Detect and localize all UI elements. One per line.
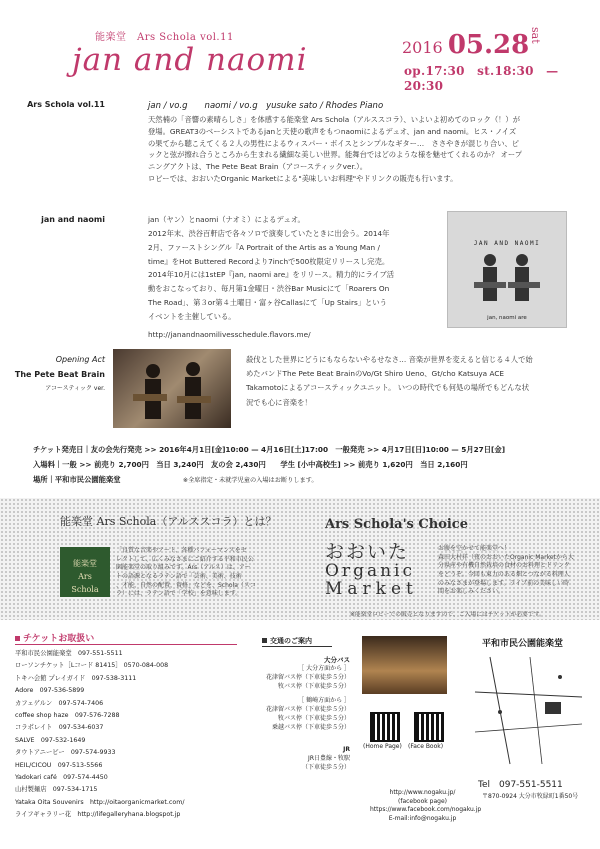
artist-line: 2012年末、渋谷百軒店で各々ソロで演奏していたときに出会う。2014年	[148, 228, 390, 238]
noh-stage-photo	[362, 636, 447, 694]
bus-stop: 花津留バス停（下車徒歩５分）	[265, 674, 350, 682]
artist-url[interactable]: http://janandnaomilivesschedule.flavors.me/	[148, 329, 311, 339]
opening-line: Takamotoによるアコースティックユニット。 いつの時代でも何処の場所でもどんな状	[246, 383, 530, 393]
outlet-item: トキハ会館 プレイガイド 097-538-3111	[15, 674, 137, 682]
choice-line: 分県産や有機自然栽培の食材のお料理とドリンク	[438, 562, 570, 570]
desc-line: ックと弦が擦れ合うところから生まれる繊細な美しい世界。能舞台ではどのような様を魅せてくれるのか？ オープ	[148, 150, 523, 160]
admission-prices: 入場料｜一般 >> 前売り 2,700円 当日 3,240円 友の会 2,430円 学生 [小中高校生] >> 前売り 1,620円 当日 2,160円	[33, 460, 468, 469]
outlet-item: SALVE 097-532-1649	[15, 736, 86, 744]
event-month-day: 05.28	[447, 30, 530, 60]
choice-line: 森田大村祥（夜のおおいたOrganic Marketから大	[438, 553, 574, 561]
event-credits: jan / vo.g naomi / vo.g yusuke sato / Rhodes Piano	[148, 101, 384, 111]
outlet-item: Yataka Oita Souvenirs http://oitaorganicmarket.com/	[15, 798, 185, 806]
outlet-item: HEIL/CICOU 097-513-5566	[15, 761, 103, 769]
event-year: 2016	[402, 38, 443, 57]
choice-line: のみなさまが登場します。ライブ前の美味しい時	[438, 579, 570, 587]
outlet-item: ライフギャラリー花 http://lifegalleryhana.blogspot.jp	[15, 811, 181, 819]
logo-line-3: Market	[325, 578, 418, 599]
logo-line-2: Organic	[325, 560, 415, 581]
jr-title: JR	[343, 746, 350, 754]
opening-description	[246, 353, 591, 410]
venue-tel: Tel 097-551-5511	[478, 780, 563, 790]
choice-note: ※能楽堂ロビーでの販売となりますので、ご入場にはチケットが必要です。	[350, 612, 545, 618]
artist-line: jan（ヤン）とnaomi（ナオミ）によるデュオ。	[148, 215, 305, 224]
access-links	[370, 789, 482, 824]
access-title: 交通のご案内	[270, 637, 312, 645]
opening-photo-figures	[113, 349, 231, 428]
artist-description	[148, 213, 433, 342]
outlet-item: 平和市民公園能楽堂 097-551-5511	[15, 650, 123, 657]
entry-note: ※全席指定・未就学児童の入場はお断りします。	[182, 477, 318, 484]
bullet-square	[15, 636, 20, 641]
ars-line: レクトして、広くみなさまにご紹介する平和市民公	[116, 555, 254, 563]
choice-line: をどうぞ。今回も東力のある畑とつながる料理人	[438, 571, 570, 579]
ticket-outlets-header	[15, 631, 237, 645]
venue-map	[470, 652, 585, 767]
fb-caption: (facebook page)	[398, 797, 447, 805]
opening-act-photo	[113, 349, 231, 428]
ticket-outlets-list	[15, 648, 184, 822]
event-time: op.17:30 st.18:30 — 20:30	[404, 64, 571, 93]
desc-line: ニングアクトは、The Pete Beat Brain（アコースティックver.）。	[148, 162, 368, 172]
qr-fb-caption: (Face Book)	[408, 743, 444, 750]
opening-label: Opening Act	[55, 355, 105, 364]
bus-stop: 牧バス停（下車徒歩５分）	[277, 682, 350, 690]
ticket-outlets-title: チケットお取扱い	[23, 634, 95, 644]
ars-description	[116, 547, 306, 599]
artist-line: イベントを主催している。	[148, 312, 236, 322]
choice-description	[438, 545, 594, 597]
opening-line: 況でも心に音楽を！	[246, 397, 312, 407]
bullet-square	[262, 638, 267, 643]
email-address[interactable]: E-mail:info@nogaku.jp	[388, 815, 457, 823]
outlet-item: coffee shop haze 097-576-7288	[15, 712, 120, 720]
event-date	[402, 27, 551, 60]
artist-line: The Road」、第３or第４土曜日・富ヶ谷Callasにて「Up Stairs」という	[148, 298, 387, 308]
ars-title: 能楽堂 Ars Schola（アルススコラ）とは？	[60, 515, 277, 528]
album-cover	[447, 211, 567, 328]
outlet-item: Yadokari café 097-574-4450	[15, 774, 108, 782]
facebook-url[interactable]: https://www.facebook.com/nogaku.jp	[370, 806, 482, 814]
artist-line: 2014年10月には1stEP『jan, naomi are』をリリース。精力的にライブ活	[148, 270, 395, 280]
choice-title: Ars Schola's Choice	[325, 517, 468, 532]
qr-facebook[interactable]	[414, 712, 444, 742]
home-url[interactable]: http://www.nogaku.jp/	[389, 789, 456, 796]
artist-line: 2月、ファーストシングル『A Portrait of the Artis as a Young Man /	[148, 242, 380, 252]
desc-line: の果てから聴こえてくる２人の男性によるウィスパー・ボイスとシンプルなギター… ささやきが混じり合い、ピ	[148, 138, 520, 148]
event-label: Ars Schola vol.11	[27, 100, 105, 109]
access-header	[262, 636, 332, 647]
outlet-item: コラボレイト 097-534-6037	[15, 724, 104, 732]
bus-stop: 花津留バス停（下車徒歩５分）	[265, 706, 350, 714]
bus-stop: 牧バス停（下車徒歩５分）	[277, 714, 350, 722]
qr-home-caption: (Home Page)	[363, 743, 402, 750]
jr-walk: （下車徒歩５分）	[301, 763, 350, 771]
bus-from-tsurusaki: ［ 鶴崎方面から ］	[298, 697, 350, 705]
desc-line: ロビーでは、おおいたOrganic Marketによる"美味しいお料理"やドリンクの販売も行います。	[148, 174, 458, 184]
access-directions	[262, 656, 350, 772]
choice-line: 間をお楽しみください。	[438, 588, 505, 596]
qr-home-page[interactable]	[370, 712, 400, 742]
desc-line: 天然楠の「音響の素晴らしさ」を体感する能楽堂 Ars Schola（アルススコラ）、いよいよ初めてのロック（！）が	[148, 115, 521, 124]
outlet-item: Adore 097-536-5899	[15, 687, 85, 695]
album-cover-caption: jan, naomi are	[487, 315, 527, 321]
bus-stop: 乗越バス停（下車徒歩５分）	[271, 723, 350, 731]
opening-line: 殺伐とした世界にどうにもならないやるせなさ… 音楽が世界を変えると信じる４人で始	[246, 355, 533, 364]
outlet-item: ローソンチケット［Lコード 81415］ 0570-084-008	[15, 662, 169, 670]
opening-line: めたバンドThe Pete Beat BrainのVo/Gt Shiro Ueno、Gt/cho Katsuya ACE	[246, 369, 505, 379]
venue-row	[33, 472, 593, 488]
artist-line: time』をHot Buttered Recordより7inchで500枚限定リリースし完売。	[148, 256, 390, 266]
album-cover-figures	[448, 250, 566, 320]
jr-line: JR日豊線・牧駅	[308, 754, 350, 762]
ars-line: 園能楽堂の取り組みです。Ars（アルス）は、アー	[116, 564, 251, 572]
venue-name: 平和市民公園能楽堂	[482, 639, 564, 649]
artist-label: jan and naomi	[41, 215, 105, 224]
ars-schola-logo	[60, 547, 110, 597]
event-description	[148, 114, 588, 185]
outlet-item: 山村製麺店 097-534-1715	[15, 786, 98, 794]
bus-title: 大分バス	[324, 656, 350, 664]
opening-ver: アコースティック ver.	[45, 385, 105, 392]
ars-line: ラ）には、ラテン語で「学校」を意味します。	[116, 590, 242, 598]
outlet-item: カフェゲルン 097-574-7406	[15, 699, 104, 707]
ticket-sale-dates: チケット発売日｜友の会先行発売 >> 2016年4月1日[金]10:00 — 4月16日[土]17:00 一般発売 >> 4月17日[日]10:00 — 5月27日[金]	[33, 445, 506, 454]
organic-market-logo	[325, 543, 418, 599]
event-info	[33, 442, 593, 488]
bus-from-oita: ［ 大分方面から ］	[298, 665, 350, 673]
venue-address: 〒870-0924 大分市牧緑町1番50号	[482, 793, 579, 800]
event-weekday: sat	[529, 27, 543, 44]
ars-line: 「良質な音楽やアート、各種パフォーマンスをセ	[116, 547, 247, 554]
event-title: jan and naomi	[72, 42, 308, 78]
ars-logo-text: 能楽堂 Ars Schola	[71, 559, 99, 594]
desc-line: 登場。GREAT3のベーシストであるjanと天使の歌声をもつnaomiによるデュオ、jan and naomi。ヒス・ノイズ	[148, 126, 517, 136]
ars-line: トの語源となるラテン語で「芸術、美術、技術	[116, 573, 242, 581]
artist-line: 動をおこなっており、毎月第1金曜日・渋谷Bar Musicにて「Roarers On	[148, 284, 390, 294]
outlet-item: タウトアニーピー 097-574-9933	[15, 749, 116, 757]
choice-line: お腹を空かせて能楽堂へ！	[438, 545, 511, 552]
ars-line: 、才能、自然の配置、資格」などを、Schola（スコ	[116, 581, 256, 589]
logo-line-1: おおいた	[325, 541, 410, 563]
venue-text: 場所｜平和市民公園能楽堂	[33, 475, 121, 484]
album-cover-title: JAN AND NAOMI	[473, 240, 541, 247]
series-title: 能楽堂 Ars Schola vol.11	[95, 32, 234, 43]
opening-name: The Pete Beat Brain	[14, 370, 105, 379]
